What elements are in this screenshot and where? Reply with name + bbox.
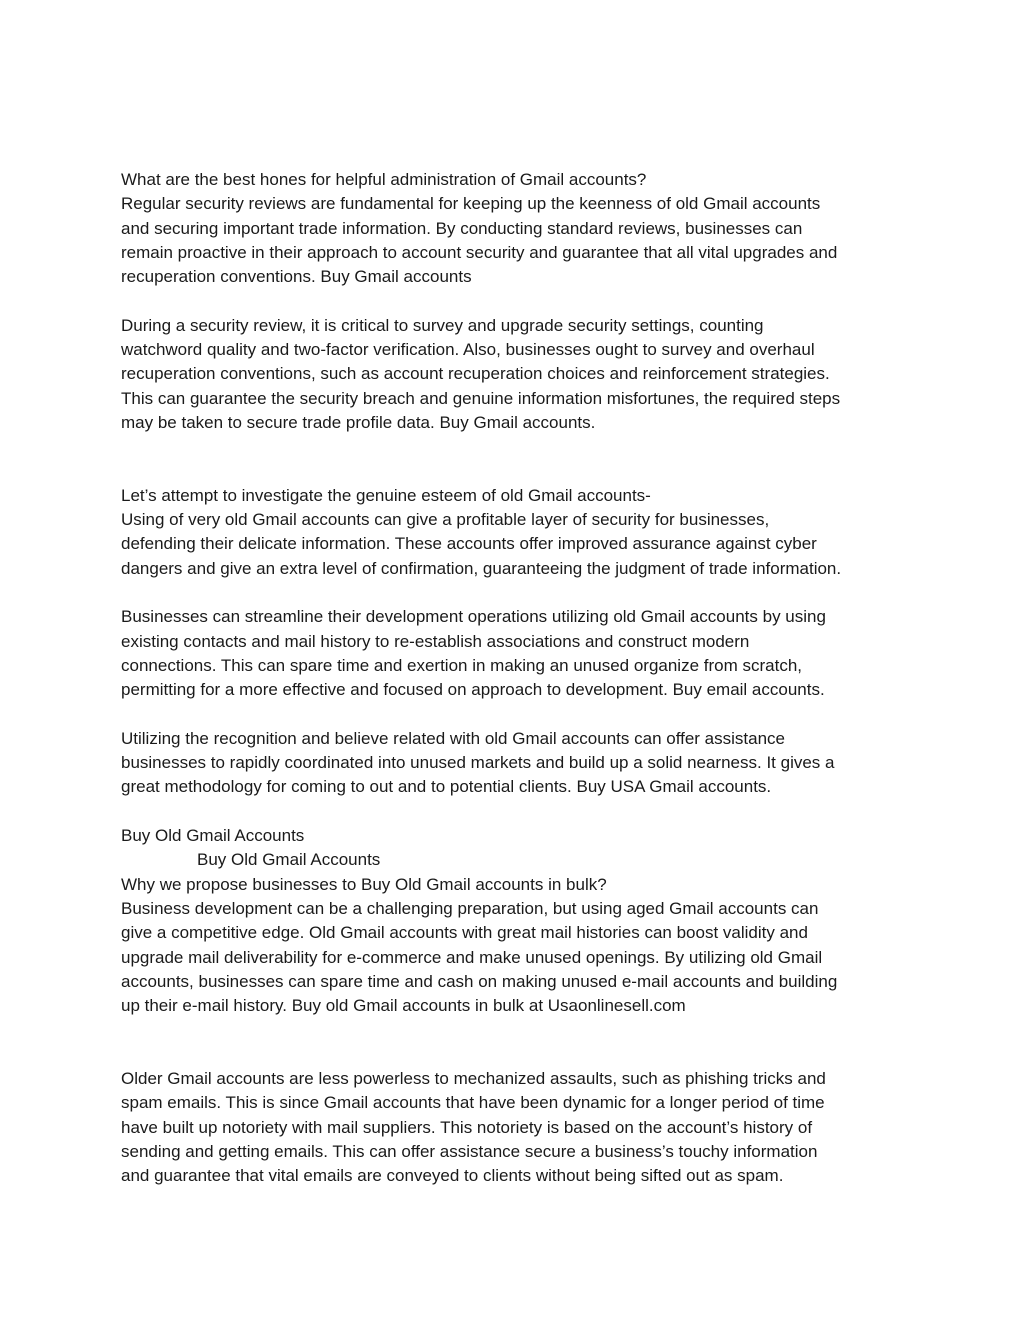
- spacer: [121, 800, 911, 824]
- paragraph: [121, 897, 911, 1018]
- paragraph-line: sending and getting emails. This can offer assistance secure a business’s touchy information: [121, 1141, 818, 1161]
- paragraph-line: existing contacts and mail history to re-establish associations and construct modern: [121, 631, 750, 651]
- spacer: [121, 581, 911, 605]
- paragraph-line: Older Gmail accounts are less powerless to mechanized assaults, such as phishing tricks and: [121, 1068, 826, 1088]
- paragraph-line: upgrade mail deliverability for e-commerce and make unused openings. By utilizing old Gmail: [121, 947, 823, 967]
- paragraph: [121, 192, 911, 289]
- paragraph-line: watchword quality and two-factor verification. Also, businesses ought to survey and overhaul: [121, 340, 815, 360]
- paragraph: [121, 605, 911, 702]
- paragraph-line: and securing important trade information. By conducting standard reviews, businesses can: [121, 218, 803, 238]
- paragraph-line: accounts, businesses can spare time and cash on making unused e-mail accounts and building: [121, 971, 838, 991]
- paragraph-line: recuperation conventions. Buy Gmail accounts: [121, 267, 472, 287]
- spacer: [121, 435, 911, 484]
- paragraph-line: recuperation conventions, such as account recuperation choices and reinforcement strategies.: [121, 364, 830, 384]
- spacer: [121, 289, 911, 313]
- paragraph-line: may be taken to secure trade profile data. Buy Gmail accounts.: [121, 412, 596, 432]
- paragraph-line: and guarantee that vital emails are conveyed to clients without being sifted out as spam.: [121, 1166, 784, 1186]
- paragraph-line: businesses to rapidly coordinated into unused markets and build up a solid nearness. It gives a: [121, 753, 835, 773]
- document-body: [121, 168, 911, 1188]
- section-heading: Why we propose businesses to Buy Old Gmail accounts in bulk?: [121, 874, 607, 894]
- paragraph-line: dangers and give an extra level of confirmation, guaranteeing the judgment of trade information.: [121, 558, 842, 578]
- image-caption: Buy Old Gmail Accounts: [197, 850, 381, 870]
- paragraph-line: have built up notoriety with mail suppliers. This notoriety is based on the account’s history of: [121, 1117, 813, 1137]
- section-heading: What are the best hones for helpful administration of Gmail accounts?: [121, 170, 647, 189]
- paragraph-line: spam emails. This is since Gmail accounts that have been dynamic for a longer period of time: [121, 1093, 825, 1113]
- paragraph-line: Businesses can streamline their development operations utilizing old Gmail accounts by using: [121, 607, 826, 627]
- paragraph-line: remain proactive in their approach to account security and guarantee that all vital upgrades and: [121, 242, 838, 262]
- paragraph-line: Utilizing the recognition and believe related with old Gmail accounts can offer assistance: [121, 728, 785, 748]
- spacer: [121, 1018, 911, 1067]
- paragraph-line: During a security review, it is critical to survey and upgrade security settings, counting: [121, 315, 764, 335]
- paragraph: [121, 314, 911, 435]
- paragraph-line: This can guarantee the security breach and genuine information misfortunes, the required steps: [121, 388, 841, 408]
- paragraph-line: permitting for a more effective and focused on approach to development. Buy email accounts.: [121, 680, 825, 700]
- paragraph-line: Using of very old Gmail accounts can give a profitable layer of security for businesses,: [121, 510, 770, 530]
- paragraph-line: Business development can be a challenging preparation, but using aged Gmail accounts can: [121, 898, 819, 918]
- image-alt-label: Buy Old Gmail Accounts: [121, 826, 305, 846]
- paragraph-line: up their e-mail history. Buy old Gmail accounts in bulk at Usaonlinesell.com: [121, 996, 686, 1016]
- paragraph: [121, 727, 911, 800]
- spacer: [121, 703, 911, 727]
- paragraph: [121, 508, 911, 581]
- section-heading: Let’s attempt to investigate the genuine esteem of old Gmail accounts-: [121, 485, 651, 505]
- paragraph: [121, 1067, 911, 1188]
- paragraph-line: defending their delicate information. These accounts offer improved assurance against cyber: [121, 534, 817, 554]
- paragraph-line: Regular security reviews are fundamental for keeping up the keenness of old Gmail accounts: [121, 194, 821, 214]
- paragraph-line: give a competitive edge. Old Gmail accounts with great mail histories can boost validity and: [121, 923, 808, 943]
- paragraph-line: connections. This can spare time and exertion in making an unused organize from scratch,: [121, 655, 802, 675]
- paragraph-line: great methodology for coming to out and to potential clients. Buy USA Gmail accounts.: [121, 777, 772, 797]
